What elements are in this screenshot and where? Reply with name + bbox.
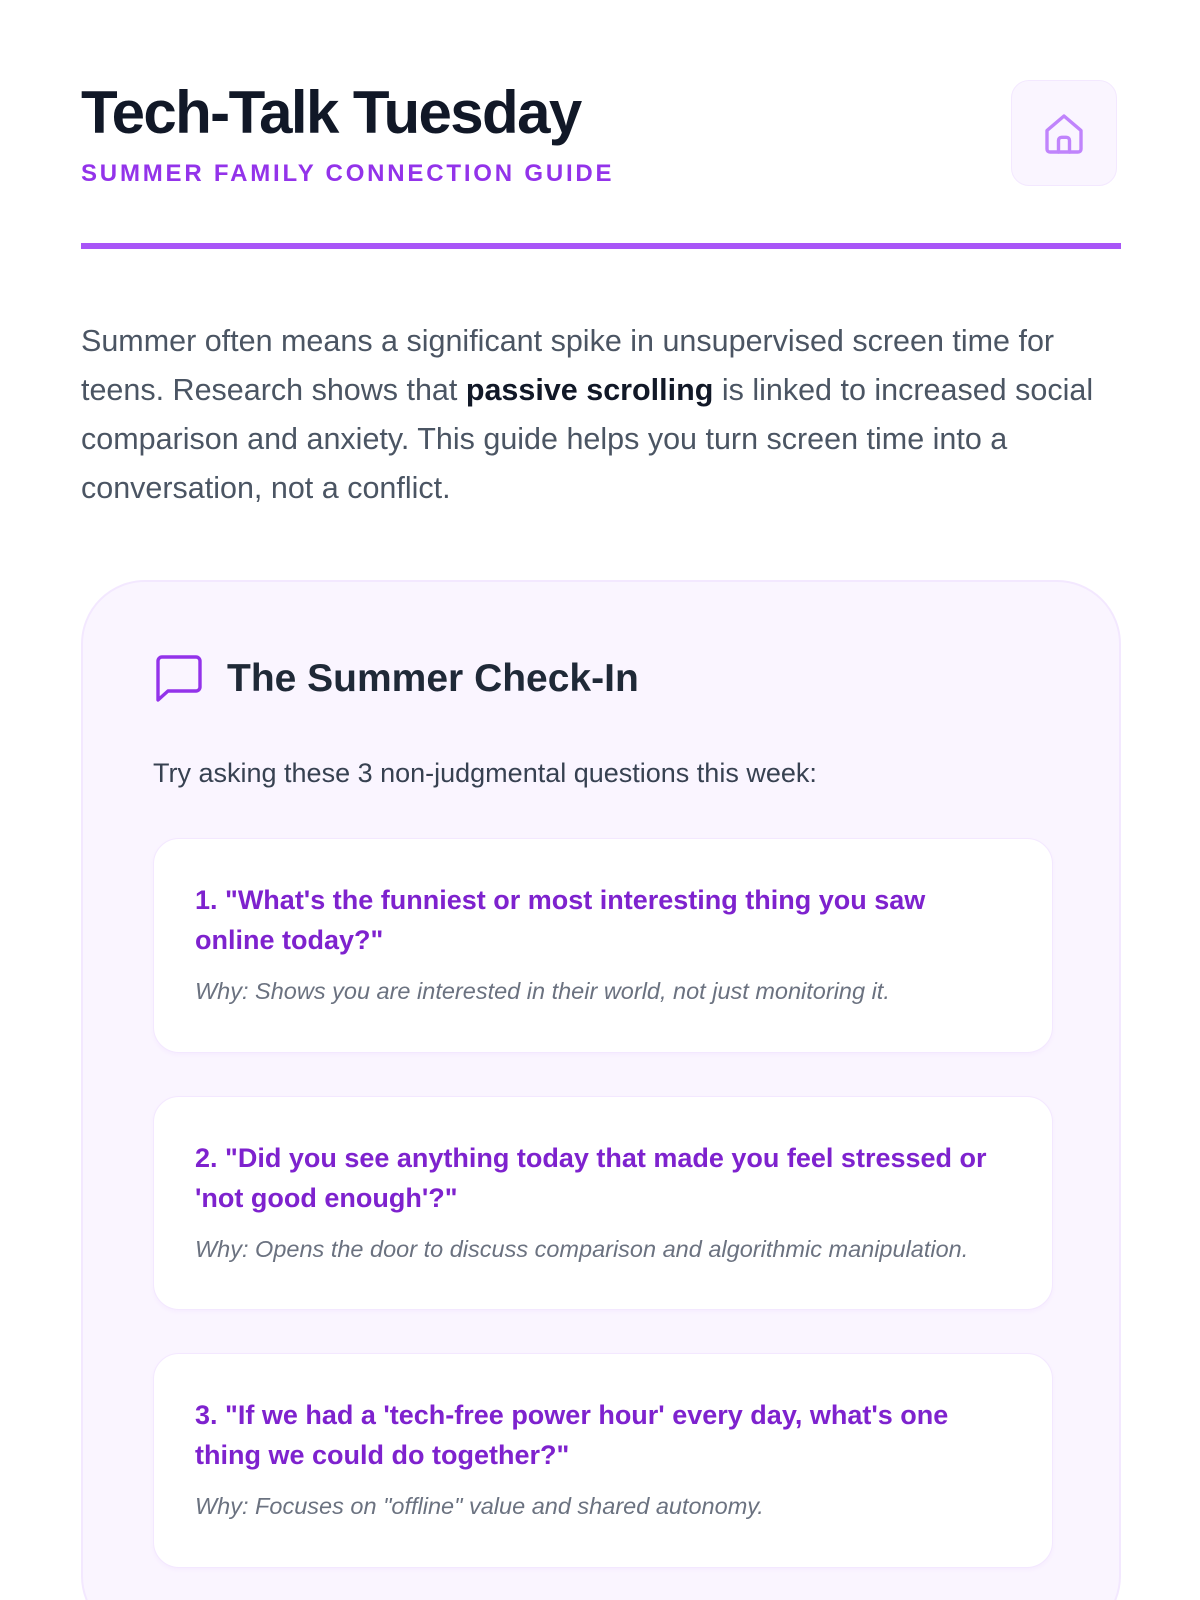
header-divider: [81, 243, 1121, 249]
intro-text-before: Summer often means a significant spike in unsupervised screen time for teens. Research shows that: [81, 324, 1055, 407]
question-why: Why: Focuses on "offline" value and shared autonomy.: [195, 1493, 764, 1519]
check-in-header: [153, 652, 639, 706]
intro-emphasis: passive scrolling: [465, 373, 714, 407]
home-button[interactable]: [1011, 80, 1117, 186]
question-why: Why: Opens the door to discuss comparison and algorithmic manipulation.: [195, 1236, 969, 1262]
check-in-title: The Summer Check-In: [227, 657, 639, 700]
page-subtitle: SUMMER FAMILY CONNECTION GUIDE: [81, 160, 615, 187]
question-why: Why: Shows you are interested in their world, not just monitoring it.: [195, 978, 890, 1004]
question-list: [153, 838, 1053, 1600]
question-card: [153, 1353, 1053, 1568]
question-text: 1. "What's the funniest or most interesting thing you saw online today?": [195, 885, 926, 955]
summer-check-in-card: [81, 580, 1121, 1600]
page-title: Tech-Talk Tuesday: [81, 79, 581, 146]
intro-paragraph: [81, 317, 1121, 513]
chat-bubble-icon: [153, 652, 207, 706]
intro-text-after: is linked to increased social comparison and anxiety. This guide helps you turn screen time into a conversation, not a conflict.: [81, 373, 1094, 505]
home-icon: [1040, 109, 1088, 157]
page-header: [81, 76, 1121, 256]
question-text: 3. "If we had a 'tech-free power hour' every day, what's one thing we could do together?": [195, 1400, 949, 1470]
check-in-lead: Try asking these 3 non-judgmental questions this week:: [153, 758, 817, 788]
question-card: [153, 838, 1053, 1053]
question-card: [153, 1096, 1053, 1310]
question-text: 2. "Did you see anything today that made you feel stressed or 'not good enough'?": [195, 1143, 987, 1213]
